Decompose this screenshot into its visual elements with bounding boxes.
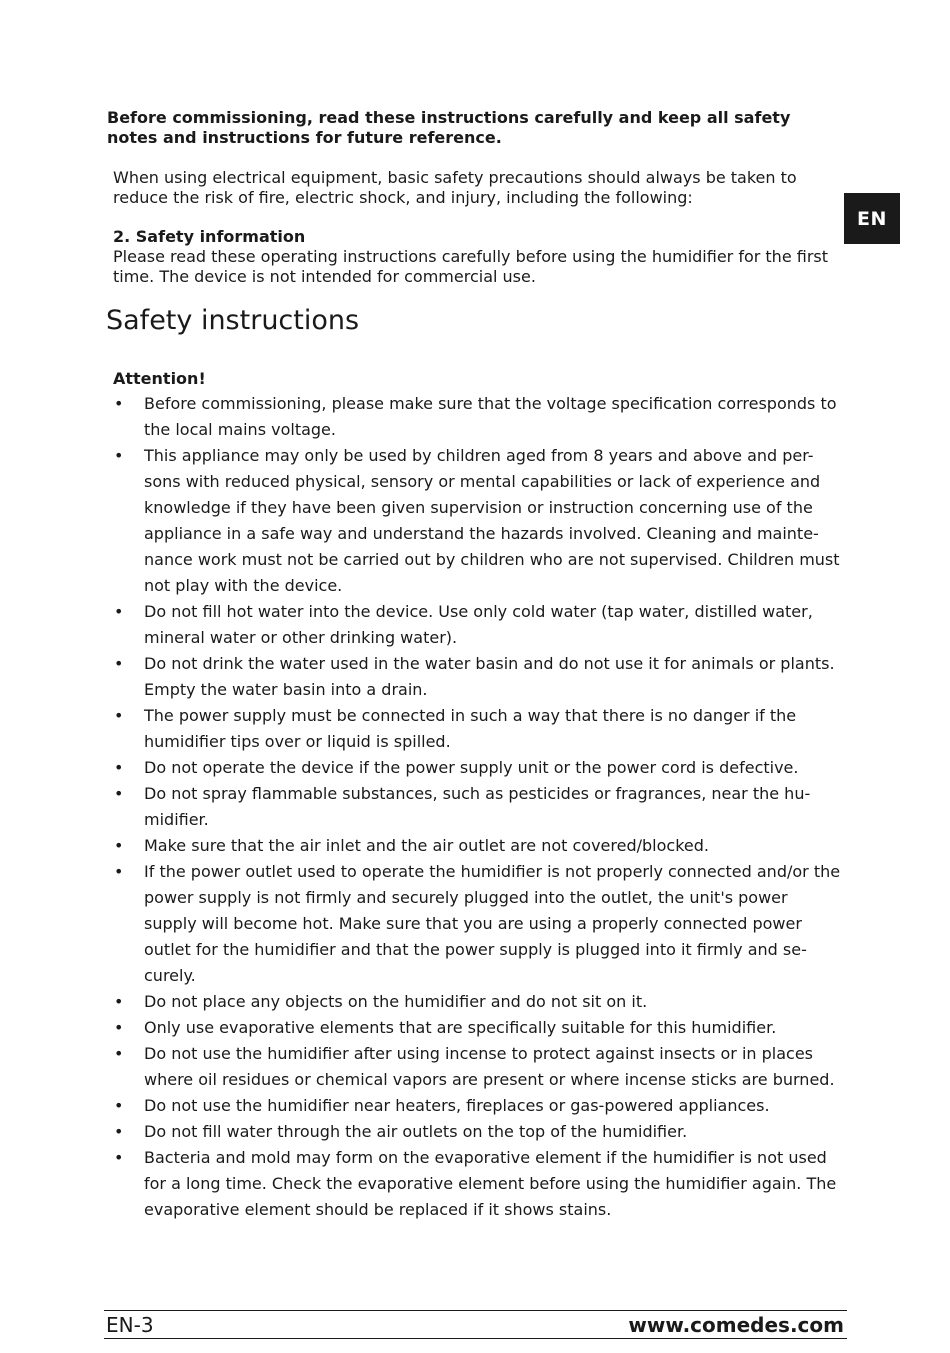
bullet-icon: •: [114, 862, 124, 881]
safety-information-heading: 2. Safety information: [113, 227, 306, 246]
list-item-text: Bacteria and mold may form on the evaporative element if the humidifier is not used for a long time. Check the evaporative element before using the humidifier again. The evaporative element should be replaced if it shows stains.: [144, 1148, 837, 1219]
bullet-icon: •: [114, 1122, 124, 1141]
list-item: [113, 1015, 845, 1041]
list-item-text: Do not fill water through the air outlets on the top of the humidifier.: [144, 1122, 688, 1141]
list-item: [113, 651, 845, 703]
bullet-icon: •: [114, 394, 124, 413]
intro-notice: Before commissioning, read these instructions carefully and keep all safety notes and instructions for future reference.: [107, 108, 791, 147]
footer-divider-bottom: [104, 1338, 847, 1339]
list-item-text: The power supply must be connected in such a way that there is no danger if the humidifier tips over or liquid is spilled.: [144, 706, 797, 751]
footer-divider-top: [104, 1310, 847, 1311]
bullet-icon: •: [114, 446, 124, 465]
list-item: [113, 989, 845, 1015]
safety-information-block: [113, 227, 828, 287]
list-item-text: Before commissioning, please make sure that the voltage specification corresponds to the local mains voltage.: [144, 394, 837, 439]
bullet-icon: •: [114, 992, 124, 1011]
list-item: [113, 1145, 845, 1223]
list-item: [113, 703, 845, 755]
list-item-text: If the power outlet used to operate the humidifier is not properly connected and/or the power supply is not firmly and securely plugged into the outlet, the unit's power supply will become hot. Make sure that you are using a properly connected power outlet for the humidifier and that the power supply is plugged into it firmly and se-curely.: [144, 862, 841, 985]
list-item-text: Do not fill hot water into the device. Use only cold water (tap water, distilled water, mineral water or other drinking water).: [144, 602, 813, 647]
list-item-text: Do not drink the water used in the water basin and do not use it for animals or plants. Empty the water basin into a drain.: [144, 654, 835, 699]
bullet-icon: •: [114, 758, 124, 777]
bullet-icon: •: [114, 654, 124, 673]
bullet-icon: •: [114, 836, 124, 855]
list-item: [113, 781, 845, 833]
language-badge: EN: [844, 193, 900, 244]
list-item-text: Do not use the humidifier after using incense to protect against insects or in places where oil residues or chemical vapors are present or where incense sticks are burned.: [144, 1044, 835, 1089]
list-item: [113, 755, 845, 781]
bullet-icon: •: [114, 1044, 124, 1063]
list-item-text: Do not spray flammable substances, such as pesticides or fragrances, near the hu-midifier.: [144, 784, 811, 829]
bullet-icon: •: [114, 784, 124, 803]
section-title: Safety instructions: [106, 305, 360, 336]
list-item: [113, 1041, 845, 1093]
list-item-text: This appliance may only be used by children aged from 8 years and above and per-sons with reduced physical, sensory or mental capabilities or lack of experience and knowledge if they have been given supervision or instruction concerning use of the appliance in a safe way and understand the hazards involved. Cleaning and mainte-nance work must not be carried out by children who are not supervised. Children must not play with the device.: [144, 446, 840, 595]
list-item-text: Do not place any objects on the humidifier and do not sit on it.: [144, 992, 648, 1011]
page-number: EN-3: [106, 1313, 154, 1337]
website-link[interactable]: www.comedes.com: [628, 1313, 844, 1337]
bullet-icon: •: [114, 602, 124, 621]
safety-information-body: Please read these operating instructions carefully before using the humidifier for the first time. The device is not intended for commercial use.: [113, 247, 829, 286]
list-item: [113, 859, 845, 989]
list-item: [113, 1093, 845, 1119]
list-item-text: Do not operate the device if the power supply unit or the power cord is defective.: [144, 758, 799, 777]
list-item: [113, 1119, 845, 1145]
bullet-icon: •: [114, 1018, 124, 1037]
list-item-text: Do not use the humidifier near heaters, fireplaces or gas-powered appliances.: [144, 1096, 770, 1115]
list-item: [113, 833, 845, 859]
list-item-text: Make sure that the air inlet and the air outlet are not covered/blocked.: [144, 836, 709, 855]
attention-label: Attention!: [113, 369, 206, 388]
bullet-icon: •: [114, 1148, 124, 1167]
list-item-text: Only use evaporative elements that are specifically suitable for this humidifier.: [144, 1018, 777, 1037]
bullet-icon: •: [114, 706, 124, 725]
bullet-icon: •: [114, 1096, 124, 1115]
safety-bullet-list: [113, 391, 845, 1223]
list-item: [113, 443, 845, 599]
safety-precautions-text: When using electrical equipment, basic safety precautions should always be taken to reduce the risk of fire, electric shock, and injury, including the following:: [113, 168, 797, 207]
list-item: [113, 599, 845, 651]
list-item: [113, 391, 845, 443]
